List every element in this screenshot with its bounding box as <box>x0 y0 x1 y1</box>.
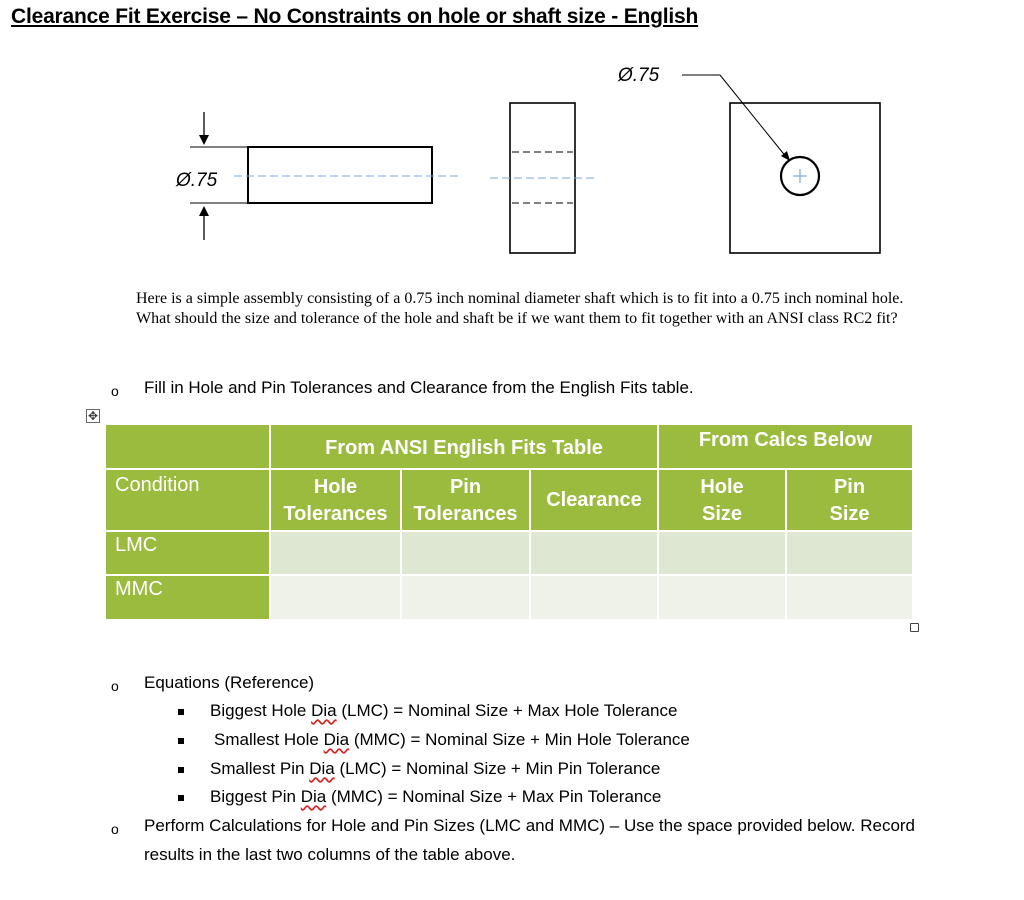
problem-paragraph: Here is a simple assembly consisting of a 0.75 inch nominal diameter shaft which is to fit into a 0.75 inch nominal hole. What should the size and tolerance of the hole and shaft be if we want them to fit together with an ANSI class RC2 fit? <box>136 290 904 327</box>
cell-mmc-pin-size[interactable] <box>786 575 913 620</box>
col-header-hole-tolerances: Hole Tolerances <box>270 469 401 531</box>
col-header-clearance: Clearance <box>530 469 658 531</box>
row-label-lmc: LMC <box>105 531 270 575</box>
bullet-circle: o <box>111 821 119 837</box>
group-header-calcs: From Calcs Below <box>658 424 913 469</box>
cell-lmc-clearance[interactable] <box>530 531 658 575</box>
col-header-pin-tolerances: Pin Tolerances <box>401 469 530 531</box>
shaft-body <box>248 147 432 203</box>
equation-line: Smallest Pin Dia (LMC) = Nominal Size + Min Pin Tolerance <box>210 759 661 778</box>
group-header-fits: From ANSI English Fits Table <box>270 424 658 469</box>
table-row <box>105 531 913 575</box>
equation-line: Biggest Pin Dia (MMC) = Nominal Size + Max Pin Tolerance <box>210 787 662 806</box>
bullet-perform-calcs-line2: results in the last two columns of the table above. <box>144 845 516 864</box>
table-resize-handle[interactable] <box>910 623 919 632</box>
bullet-equations: Equations (Reference) <box>144 673 315 692</box>
bullet-circle: o <box>111 383 119 399</box>
shaft-dim-label: Ø.75 <box>176 170 218 191</box>
hole-dim-label: Ø.75 <box>618 65 660 86</box>
col-header-pin-size: Pin Size <box>786 469 913 531</box>
block-front-view <box>730 103 880 253</box>
equation-line: Smallest Hole Dia (MMC) = Nominal Size + Min Hole Tolerance <box>214 730 690 749</box>
fits-table <box>104 423 914 621</box>
cell-lmc-hole-tol[interactable] <box>270 531 401 575</box>
table-blank-corner <box>105 424 270 469</box>
cell-mmc-hole-tol[interactable] <box>270 575 401 620</box>
col-header-condition: Condition <box>105 469 270 531</box>
col-header-hole-size: Hole Size <box>658 469 786 531</box>
square-bullet <box>178 767 184 773</box>
cell-mmc-pin-tol[interactable] <box>401 575 530 620</box>
bullet-perform-calcs-line1: Perform Calculations for Hole and Pin Sizes (LMC and MMC) – Use the space provided below. Record <box>144 816 916 835</box>
shaft-hole-drawing <box>150 55 890 265</box>
cell-lmc-pin-size[interactable] <box>786 531 913 575</box>
equation-line: Biggest Hole Dia (LMC) = Nominal Size + Max Hole Tolerance <box>210 701 678 720</box>
bullet-fill-instructions: Fill in Hole and Pin Tolerances and Clearance from the English Fits table. <box>144 378 694 397</box>
square-bullet <box>178 795 184 801</box>
square-bullet <box>178 709 184 715</box>
table-row <box>105 575 913 620</box>
cell-mmc-hole-size[interactable] <box>658 575 786 620</box>
cell-mmc-clearance[interactable] <box>530 575 658 620</box>
square-bullet <box>178 738 184 744</box>
row-label-mmc: MMC <box>105 575 270 620</box>
table-move-icon[interactable]: ✥ <box>87 409 99 423</box>
bullet-circle: o <box>111 678 119 694</box>
page-title: Clearance Fit Exercise – No Constraints on hole or shaft size - English <box>11 5 699 28</box>
cell-lmc-hole-size[interactable] <box>658 531 786 575</box>
cell-lmc-pin-tol[interactable] <box>401 531 530 575</box>
